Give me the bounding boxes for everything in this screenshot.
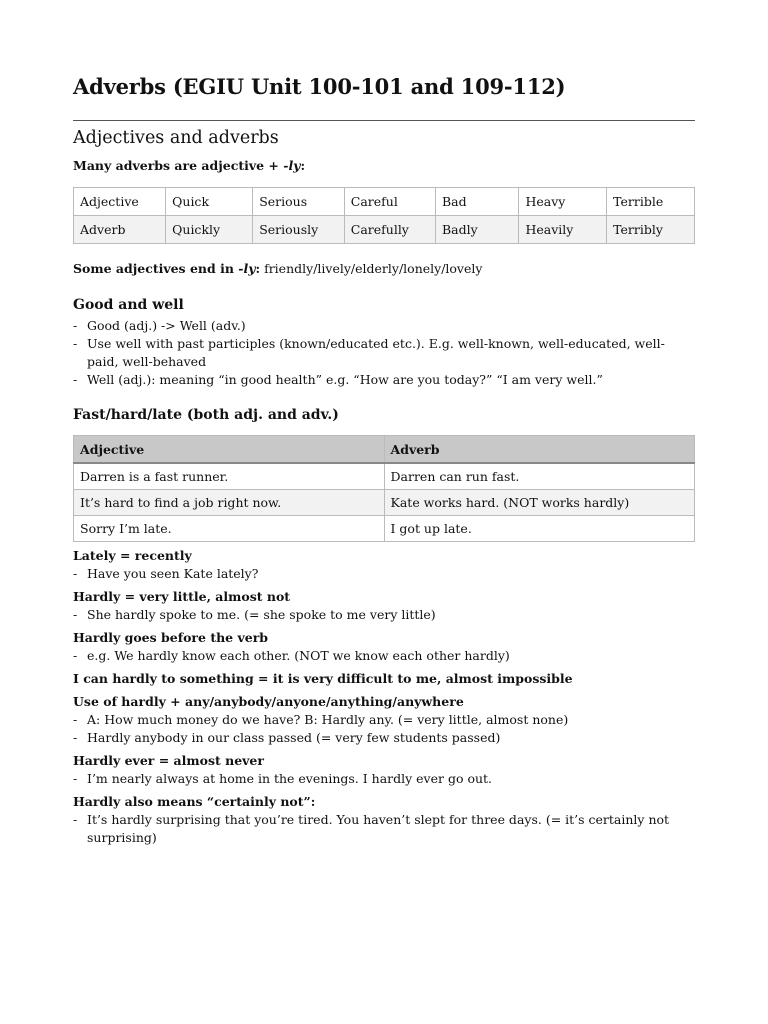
- note-heading: Lately = recently: [73, 548, 192, 563]
- table-row: [74, 490, 695, 516]
- list-item-text: Use well with past participles (known/educated etc.). E.g. well-known, well-educated, well-paid, well-behaved: [87, 336, 665, 369]
- hardly-notes: [73, 547, 695, 847]
- table-cell: Bad: [436, 188, 519, 216]
- dash-bullet: -: [73, 318, 78, 333]
- dash-bullet: -: [73, 771, 78, 786]
- list-item: [73, 811, 695, 847]
- note-heading: Hardly goes before the verb: [73, 630, 269, 645]
- col-header-adverb: Adverb: [384, 436, 695, 464]
- adjective-adverb-table: [73, 187, 695, 244]
- table-cell: Heavily: [519, 216, 607, 244]
- list-item-text: A: How much money do we have? B: Hardly any. (= very little, almost none): [87, 712, 569, 727]
- note-prefix: Some adjectives end in: [73, 261, 239, 276]
- table-cell: Terrible: [607, 188, 695, 216]
- table-cell: Kate works hard. (NOT works hardly): [384, 490, 695, 516]
- list-item: [73, 770, 695, 788]
- list-item-text: Good (adj.) -> Well (adv.): [87, 318, 246, 333]
- table-cell: Quickly: [166, 216, 253, 244]
- page-title: Adverbs (EGIU Unit 100-101 and 109-112): [73, 74, 566, 99]
- table-row: [74, 516, 695, 542]
- section-heading-adjectives-adverbs: Adjectives and adverbs: [73, 128, 279, 148]
- note-heading: I can hardly to something = it is very difficult to me, almost impossible: [73, 671, 573, 686]
- dash-bullet: -: [73, 372, 78, 387]
- dash-bullet: -: [73, 336, 78, 351]
- col-header-adjective: Adjective: [74, 436, 385, 464]
- note-heading: Hardly = very little, almost not: [73, 589, 291, 604]
- list-item: [73, 565, 695, 583]
- table-cell: Darren is a fast runner.: [74, 463, 385, 490]
- table-cell: Quick: [166, 188, 253, 216]
- ly-intro-suffix: -ly: [283, 158, 301, 173]
- list-item-text: She hardly spoke to me. (= she spoke to me very little): [87, 607, 436, 622]
- list-item-text: I’m nearly always at home in the evenings. I hardly ever go out.: [87, 771, 493, 786]
- good-well-heading: Good and well: [73, 297, 184, 313]
- list-item: [73, 317, 695, 335]
- list-item: [73, 335, 695, 371]
- table-row: [74, 463, 695, 490]
- table-cell: Badly: [436, 216, 519, 244]
- table-cell: I got up late.: [384, 516, 695, 542]
- list-item-text: e.g. We hardly know each other. (NOT we know each other hardly): [87, 648, 510, 663]
- note-list: [73, 770, 695, 788]
- note-list: [73, 647, 695, 665]
- dash-bullet: -: [73, 812, 78, 827]
- ly-intro-colon: :: [300, 158, 306, 173]
- table-cell: Serious: [253, 188, 345, 216]
- fast-hard-late-table: [73, 435, 695, 542]
- dash-bullet: -: [73, 712, 78, 727]
- note-colon: :: [255, 261, 261, 276]
- list-item: [73, 729, 695, 747]
- table-cell: It’s hard to find a job right now.: [74, 490, 385, 516]
- note-list: [73, 565, 695, 583]
- list-item-text: Hardly anybody in our class passed (= very few students passed): [87, 730, 501, 745]
- note-heading: Hardly ever = almost never: [73, 753, 264, 768]
- table-row: [74, 188, 695, 216]
- list-item-text: Have you seen Kate lately?: [87, 566, 259, 581]
- note-ly: -ly: [238, 261, 256, 276]
- note-heading: Use of hardly + any/anybody/anyone/anything/anywhere: [73, 694, 464, 709]
- table-cell: Carefully: [344, 216, 435, 244]
- table-cell: Heavy: [519, 188, 607, 216]
- table-row: [74, 216, 695, 244]
- list-item: [73, 371, 695, 389]
- document-page: [73, 70, 695, 847]
- note-list: [73, 606, 695, 624]
- table-cell: Adjective: [74, 188, 166, 216]
- fast-hard-late-heading: Fast/hard/late (both adj. and adv.): [73, 407, 339, 423]
- list-item: [73, 711, 695, 729]
- note-list: [73, 811, 695, 847]
- list-item: [73, 606, 695, 624]
- ly-adjectives-note: [73, 260, 695, 278]
- table-cell: Darren can run fast.: [384, 463, 695, 490]
- table-cell: Terribly: [607, 216, 695, 244]
- note-list: [73, 711, 695, 747]
- table-cell: Sorry I’m late.: [74, 516, 385, 542]
- good-well-list: [73, 317, 695, 389]
- list-item-text: It’s hardly surprising that you’re tired. You haven’t slept for three days. (= it’s certainly not surprising): [87, 812, 670, 845]
- list-item-text: Well (adj.): meaning “in good health” e.g. “How are you today?” “I am very well.”: [87, 372, 603, 387]
- dash-bullet: -: [73, 566, 78, 581]
- note-text: friendly/lively/elderly/lonely/lovely: [260, 261, 483, 276]
- table-cell: Adverb: [74, 216, 166, 244]
- dash-bullet: -: [73, 648, 78, 663]
- ly-intro-prefix: Many adverbs are adjective +: [73, 158, 284, 173]
- title-divider: [73, 120, 695, 121]
- note-heading: Hardly also means “certainly not”:: [73, 794, 316, 809]
- ly-intro: [73, 157, 695, 175]
- table-cell: Careful: [344, 188, 435, 216]
- dash-bullet: -: [73, 607, 78, 622]
- dash-bullet: -: [73, 730, 78, 745]
- table-cell: Seriously: [253, 216, 345, 244]
- list-item: [73, 647, 695, 665]
